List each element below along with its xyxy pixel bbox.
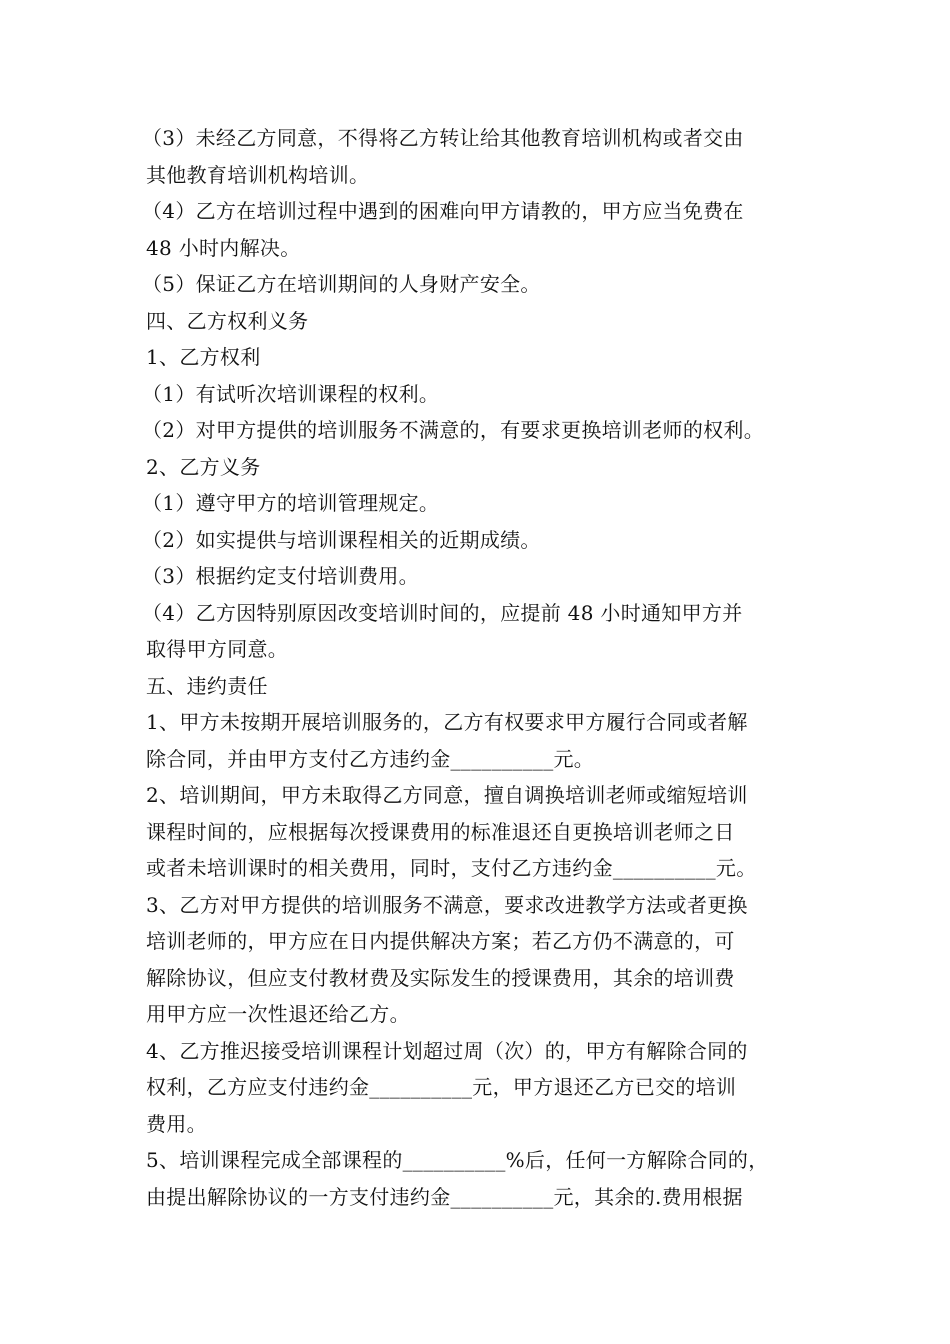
text-line: 5、培训课程完成全部课程的__________%后，任何一方解除合同的， [146,1148,769,1172]
subsection-heading: 2、乙方义务 [146,454,261,479]
text-line: 2、培训期间，甲方未取得乙方同意，擅自调换培训老师或缩短培训 [146,783,748,807]
text-line: （1）遵守甲方的培训管理规定。 [142,491,440,515]
text-line: 或者未培训课时的相关费用，同时，支付乙方违约金__________元。 [146,856,757,880]
text-line: （5）保证乙方在培训期间的人身财产安全。 [142,272,541,296]
text-line: （4）乙方在培训过程中遇到的困难向甲方请教的，甲方应当免费在 [142,199,744,223]
text-line: （1）有试听次培训课程的权利。 [142,381,440,406]
section-heading: 四、乙方权利义务 [146,308,309,333]
section-heading: 五、违约责任 [146,673,268,698]
text-line: （2）如实提供与培训课程相关的近期成绩。 [142,527,541,552]
text-line: 用甲方应一次性退还给乙方。 [146,1002,410,1026]
text-line: 由提出解除协议的一方支付违约金__________元，其余的.费用根据 [146,1184,743,1209]
text-line: （3）根据约定支付培训费用。 [142,564,419,588]
text-line: 课程时间的，应根据每次授课费用的标准退还自更换培训老师之日 [146,819,735,844]
text-line: 权利，乙方应支付违约金__________元，甲方退还乙方已交的培训 [146,1075,737,1099]
text-line: 解除协议，但应支付教材费及实际发生的授课费用，其余的培训费 [146,965,735,990]
text-line: 费用。 [146,1111,207,1136]
text-line: （3）未经乙方同意，不得将乙方转让给其他教育培训机构或者交由 [142,126,744,150]
text-line: 培训老师的，甲方应在日内提供解决方案；若乙方仍不满意的，可 [146,929,735,953]
text-line: 其他教育培训机构培训。 [146,162,370,187]
text-line: （4）乙方因特别原因改变培训时间的，应提前 48 小时通知甲方并 [142,600,743,625]
text-line: 除合同，并由甲方支付乙方违约金__________元。 [146,746,595,771]
document-body [142,120,826,1215]
text-line: 3、乙方对甲方提供的培训服务不满意，要求改进教学方法或者更换 [146,892,748,917]
text-line: （2）对甲方提供的培训服务不满意的，有要求更换培训老师的权利。 [142,418,765,442]
subsection-heading: 1、乙方权利 [146,345,261,369]
text-line: 4、乙方推迟接受培训课程计划超过周（次）的，甲方有解除合同的 [146,1038,748,1063]
text-line: 取得甲方同意。 [146,637,289,661]
text-line: 1、甲方未按期开展培训服务的，乙方有权要求甲方履行合同或者解 [146,710,748,734]
text-line: 48 小时内解决。 [146,235,301,260]
